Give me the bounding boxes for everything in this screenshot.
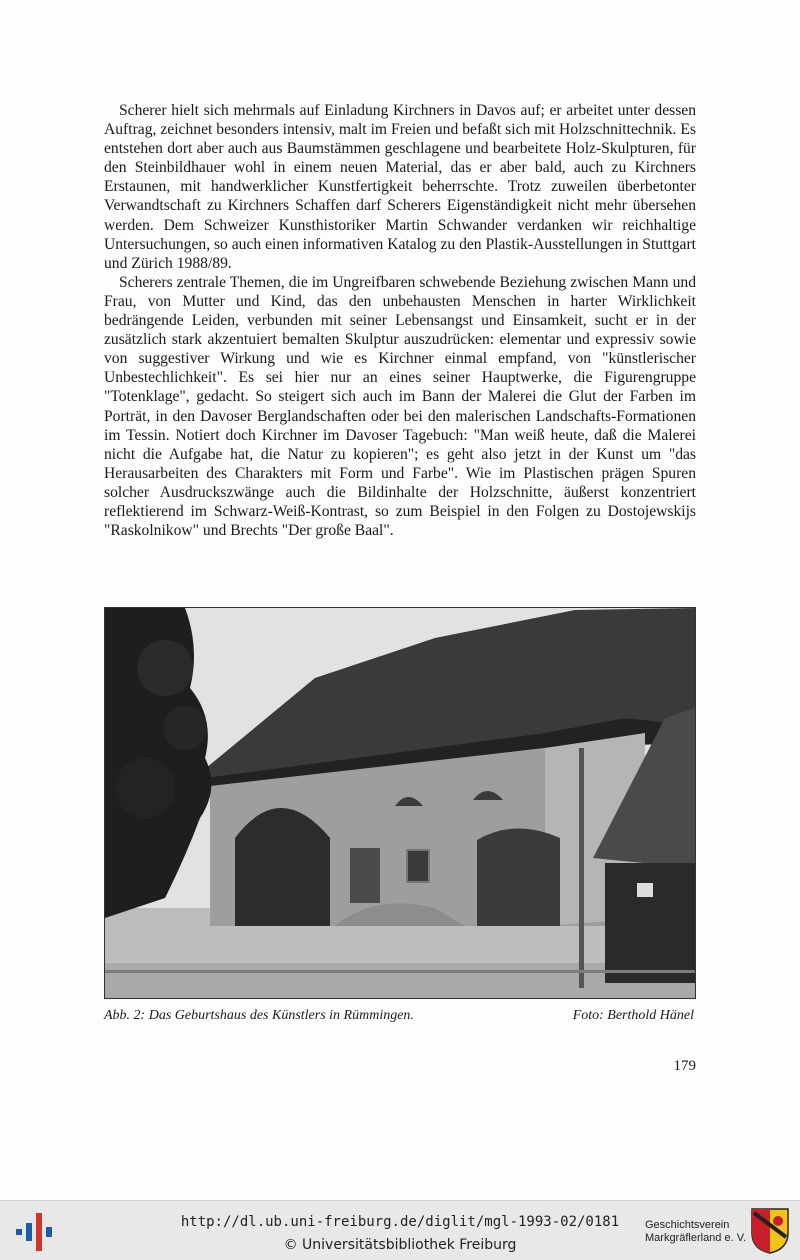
figure-caption: Abb. 2: Das Geburtshaus des Künstlers in Rümmingen. [104,1008,414,1023]
publisher-line-2: Markgräflerland e. V. [645,1232,747,1244]
paragraph-2: Scherers zentrale Themen, die im Ungreifbaren schwebende Beziehung zwischen Mann und Frau, von Mutter und Kind, das den unbehausten Menschen in harter Wirklichkeit bedrängende Leiden, verbunden mit seiner Lebensangst und Einsamkeit, sucht er in der zusätzlich stark akzentuiert bemalten Skulptur auszudrücken: elementar und expressiv sowie von suggestiver Wirkung und wie es Kirchner einmal empfand, von "künstlerischer Unbestechlichkeit". Es sei hier nur an eines seiner Hauptwerke, die Figurengruppe "Totenklage", gedacht. So steigert sich auch im Bann der Malerei die Glut der Farben im Porträt, in den Davoser Berglandschaften oder bei den malerischen Landschafts-Formationen im Tessin. Notiert doch Kirchner im Davoser Tagebuch: "Man weiß heute, daß die Malerei nicht die Aufgabe hat, die Natur zu kopieren"; es geht also jetzt in der Kunst um "das Herausarbeiten des Charakters mit Form und Farbe". Wie im Plastischen prägen Spuren solcher Ausdruckszwänge auch die Bildinhalte der Holzschnitte, äußerst konzentriert reflektierend im Schwarz-Weiß-Kontrast, so zum Beispiel in den Folgen zu Dostojewskijs "Raskolnikow" und Brechts "Der große Baal". [104,273,696,540]
page-number: 179 [673,1058,696,1074]
publisher-line-1: Geschichtsverein [645,1219,730,1231]
permalink-url[interactable]: http://dl.ub.uni-freiburg.de/diglit/mgl-1993-02/0181 [180,1214,620,1230]
copyright-text: © Universitätsbibliothek Freiburg [283,1237,517,1253]
paragraph-1: Scherer hielt sich mehrmals auf Einladung Kirchners in Davos auf; er arbeitet unter dessen Auftrag, zeichnet besonders intensiv, malt im Freien und befaßt sich mit Holzschnittechnik. Es entstehen dort aber auch aus Baumstämmen geschlagene und bearbeitete Holz-Skulpturen, für den Steinbildhauer wohl in einem neuen Material, das er aber bald, auch zu Kirchners Erstaunen, mit handwerklicher Kunstfertigkeit beherrschte. Trotz zuweilen überbetonter Verwandtschaft zu Kirchners Schaffen darf Scherers Eigenständigkeit nicht mehr übersehen werden. Dem Schweizer Kunsthistoriker Martin Schwander verdanken wir reichhaltige Untersuchungen, so auch einen informativen Katalog zu den Plastik-Ausstellungen in Stuttgart und Zürich 1988/89. [104,102,696,272]
viewer-footer [0,1200,800,1260]
publisher-name [645,1219,746,1245]
photo-credit: Foto: Berthold Hänel [572,1008,694,1023]
photo-birthplace-house [104,607,696,999]
body-text [104,101,696,540]
coat-of-arms-icon [750,1207,790,1255]
